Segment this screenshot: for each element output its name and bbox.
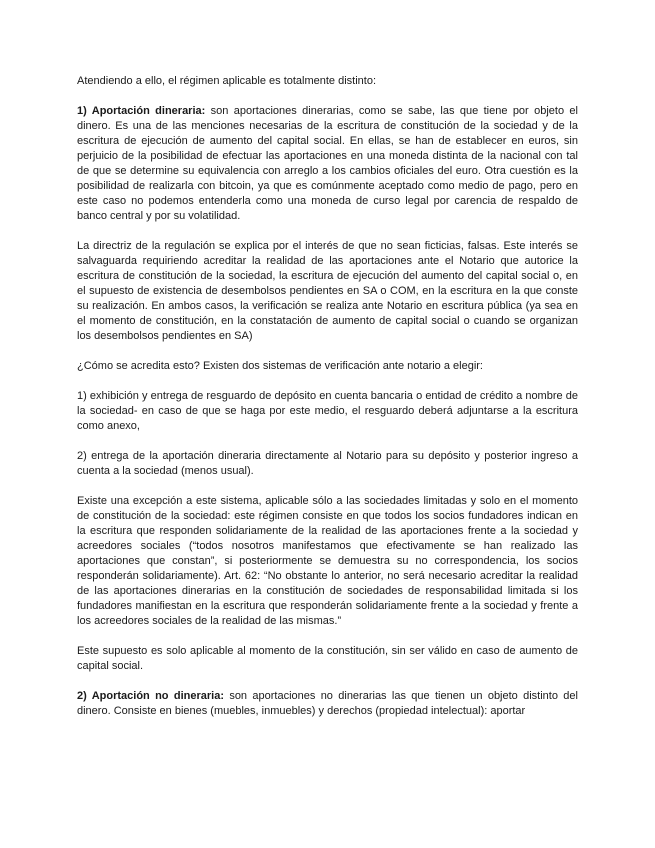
monetary-contribution-heading: 1) Aportación dineraria: bbox=[77, 105, 206, 117]
monetary-contribution-paragraph bbox=[77, 104, 578, 224]
non-monetary-contribution-heading: 2) Aportación no dineraria: bbox=[77, 690, 224, 702]
document-body bbox=[77, 74, 578, 734]
non-monetary-contribution-text: son aportaciones no dinerarias las que tienen un objeto distinto del dinero. Consiste en bienes (muebles, inmuebles) y derechos (propiedad intelectual): aportar bbox=[77, 690, 578, 717]
intro-paragraph: Atendiendo a ello, el régimen aplicable es totalmente distinto: bbox=[77, 75, 377, 87]
regulation-paragraph: La directriz de la regulación se explica por el interés de que no sean ficticias, falsas. Este interés se salvaguarda requiriendo acreditar la realidad de las aportaciones ante el Notario que autorice la escritura de constitución de la sociedad, la escritura de ejecución del aumento del capital social o, en el supuesto de existencia de desembolsos pendientes en SA o COM, en la escritura en la que conste su realización. En ambos casos, la verificación se realiza ante Notario en escritura pública (ya sea en el momento de constitución, en la constatación de aumento de capital social o cuando se organizan los desembolsos pendientes en SA) bbox=[77, 240, 578, 342]
verification-question-paragraph: ¿Cómo se acredita esto? Existen dos sistemas de verificación ante notario a elegir: bbox=[77, 360, 483, 372]
exception-paragraph: Existe una excepción a este sistema, aplicable sólo a las sociedades limitadas y solo en el momento de constitución de la sociedad: este régimen consiste en que todos los socios fundadores indican en la escritura que responden solidariamente de la realidad de las aportaciones frente a la sociedad y acreedores sociales (“todos nosotros manifestamos que efectivamente se han realizado las aportaciones que constan”, si posteriormente se demuestra su no correspondencia, los socios responderán solidariamente). Art. 62: “No obstante lo anterior, no será necesario acreditar la realidad de las aportaciones dinerarias en la constitución de sociedades de responsabilidad limitada si los fundadores manifiestan en la escritura que responderán solidariamente frente a la sociedad y frente a los acreedores sociales de la realidad de las mismas.” bbox=[77, 495, 578, 627]
non-monetary-contribution-paragraph bbox=[77, 689, 578, 719]
constitution-only-paragraph: Este supuesto es solo aplicable al momento de la constitución, sin ser válido en caso de aumento de capital social. bbox=[77, 645, 578, 672]
monetary-contribution-text: son aportaciones dinerarias, como se sabe, las que tiene por objeto el dinero. Es una de las menciones necesarias de la escritura de constitución de la sociedad y de la escritura de ejecución de aumento del capital social. En ellas, se han de establecer en euros, sin perjuicio de la posibilidad de efectuar las aportaciones en una moneda distinta de la nacional con tal de que se determine su equivalencia con arreglo a los cambios oficiales del euro. Otra cuestión es la posibilidad de realizarla con bitcoin, ya que es comúnmente aceptado como medio de pago, pero en este caso no podemos entenderla como una moneda de curso legal por carencia de respaldo de banco central y por su volatilidad. bbox=[77, 105, 578, 222]
verification-option-2: 2) entrega de la aportación dineraria directamente al Notario para su depósito y posterior ingreso a cuenta a la sociedad (menos usual). bbox=[77, 450, 578, 477]
verification-option-1: 1) exhibición y entrega de resguardo de depósito en cuenta bancaria o entidad de crédito a nombre de la sociedad- en caso de que se haga por este medio, el resguardo deberá adjuntarse a la escritura como anexo, bbox=[77, 390, 578, 432]
